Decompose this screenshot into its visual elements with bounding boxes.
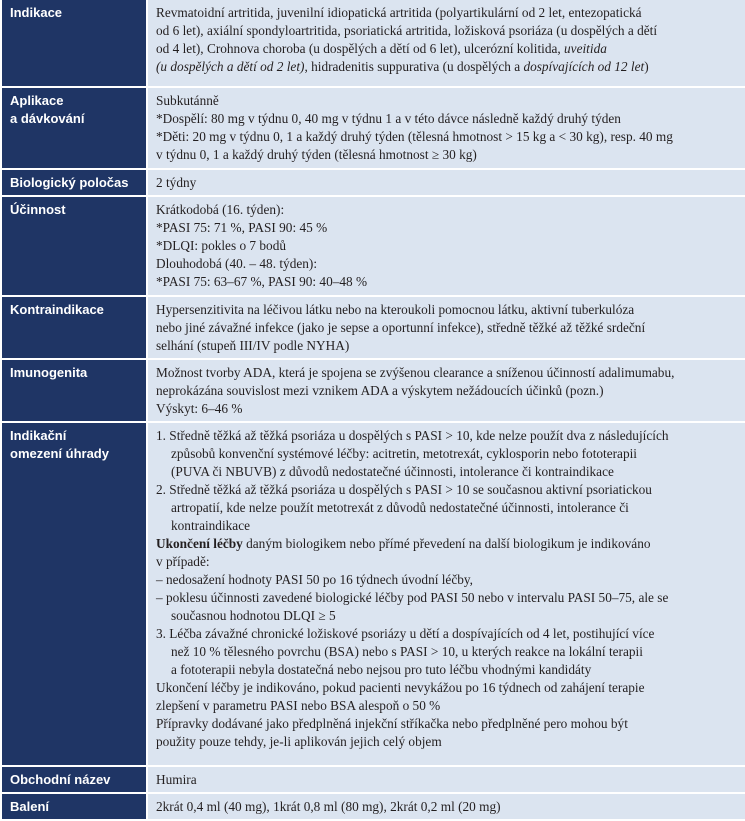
value-indikace [148,0,745,88]
indikace-hidradenitis: , hidradenitis suppurativa (u dospělých a [304,59,524,74]
indikace-line-3 [156,40,741,58]
indikace-line-4 [156,58,741,76]
kontraindikace-line-3: selhání (stupeň III/IV podle NYHA) [156,338,350,353]
row-omezeni-uhrady [2,423,745,767]
label-obchodni-nazev: Obchodní název [2,767,148,794]
aplikace-line-2: *Dospělí: 80 mg v týdnu 0, 40 mg v týdnu 1 a v této dávce následně každý druhý týden [156,111,621,126]
omezeni-ukonceni-bold: Ukončení léčby [156,536,243,551]
omezeni-tail-line-3: Přípravky dodávané jako předplněná injekční stříkačka nebo předplněné pero mohou být [156,716,628,731]
omezeni-item3-line-3: a fototerapii nebyla dostatečná nebo nejsou pro tuto léčbu vhodnými kandidáty [171,662,592,677]
aplikace-line-4: v týdnu 0, 1 a každý druhý týden (tělesná hmotnost ≥ 30 kg) [156,147,477,162]
omezeni-item2-line-3: kontraindikace [171,518,251,533]
omezeni-item2-line-2: artropatií, kde nelze použít metotrexát z důvodů nedostatečné účinnosti, intolerance či [171,500,629,515]
value-kontraindikace [148,297,745,360]
label-omezeni-1: Indikační [10,428,67,443]
indikace-uveitida: uveitida [564,41,607,56]
ucinnost-line-2: *PASI 75: 71 %, PASI 90: 45 % [156,220,328,235]
omezeni-tail-line-2: zlepšení v parametru PASI nebo BSA alespoň o 50 % [156,698,441,713]
value-aplikace [148,88,745,170]
omezeni-dash-1: – nedosažení hodnoty PASI 50 po 16 týdnech úvodní léčby, [156,572,473,587]
omezeni-tail-line-1: Ukončení léčby je indikováno, pokud pacienti nevykážou po 16 týdnech od zahájení terapie [156,680,645,695]
label-aplikace [2,88,148,170]
row-polocas [2,170,745,197]
aplikace-line-1: Subkutánně [156,93,219,108]
indikace-close: ) [644,59,649,74]
indikace-line-3-text: od 4 let), Crohnova choroba (u dospělých a dětí od 6 let), ulcerózní kolitida, [156,41,565,56]
row-aplikace [2,88,745,170]
label-baleni: Balení [2,794,148,821]
label-omezeni-2: omezení úhrady [10,446,109,461]
indikace-line-1: Revmatoidní artritida, juvenilní idiopatická artritida (polyartikulární od 2 let, entezopatická [156,5,642,20]
kontraindikace-line-2: nebo jiné závažné infekce (jako je sepse a oportunní infekce), středně těžké až těžké srdeční [156,320,646,335]
value-omezeni-uhrady [148,423,745,767]
omezeni-item3-line-2: než 10 % tělesného povrchu (BSA) nebo s PASI > 10, u kterých reakce na lokální terapii [171,644,643,659]
row-obchodni-nazev [2,767,745,794]
ucinnost-line-5: *PASI 75: 63–67 %, PASI 90: 40–48 % [156,274,368,289]
label-aplikace-1: Aplikace [10,93,64,108]
row-ucinnost [2,197,745,297]
value-obchodni-nazev: Humira [148,767,745,794]
omezeni-tail-line-4: použity pouze tehdy, je-li aplikován jejich celý objem [156,734,442,749]
row-indikace [2,0,745,88]
ucinnost-line-1: Krátkodobá (16. týden): [156,202,285,217]
aplikace-line-3: *Děti: 20 mg v týdnu 0, 1 a každý druhý týden (tělesná hmotnost > 15 kg a < 30 kg), resp. 40 mg [156,129,673,144]
omezeni-item1-line-2: způsobů konvenční systémové léčby: acitretin, metotrexát, cyklosporin nebo fototerapii [171,446,638,461]
label-indikace: Indikace [2,0,148,88]
row-imunogenita [2,360,745,423]
value-imunogenita [148,360,745,423]
ucinnost-line-4: Dlouhodobá (40. – 48. týden): [156,256,318,271]
imunogenita-line-1: Možnost tvorby ADA, která je spojena se zvýšenou clearance a sníženou účinností adalimumabu, [156,365,675,380]
value-polocas: 2 týdny [148,170,745,197]
omezeni-dash-2-line-1: – poklesu účinnosti zavedené biologické léčby pod PASI 50 nebo v intervalu PASI 50–75, ale se [156,590,669,605]
imunogenita-line-2: neprokázána souvislost mezi vznikem ADA a výskytem nežádoucích účinků (pozn.) [156,383,604,398]
omezeni-item1-line-1: 1. Středně těžká až těžká psoriáza u dospělých s PASI > 10, kde nelze použít dva z následujících [156,428,669,443]
omezeni-ukonceni-line [156,535,741,553]
value-ucinnost [148,197,745,297]
omezeni-item3-line-1: 3. Léčba závažné chronické ložiskové psoriázy u dětí a dospívajících od 4 let, postihující více [156,626,655,641]
kontraindikace-line-1: Hypersenzitivita na léčivou látku nebo na kteroukoli pomocnou látku, aktivní tuberkulóza [156,302,635,317]
imunogenita-line-3: Výskyt: 6–46 % [156,401,243,416]
label-aplikace-2: a dávkování [10,111,85,126]
label-kontraindikace: Kontraindikace [2,297,148,360]
row-baleni [2,794,745,821]
label-ucinnost: Účinnost [2,197,148,297]
row-kontraindikace [2,297,745,360]
label-polocas: Biologický poločas [2,170,148,197]
indikace-uveitida-age: (u dospělých a dětí od 2 let) [156,59,305,74]
ucinnost-line-3: *DLQI: pokles o 7 bodů [156,238,287,253]
omezeni-ukonceni-rest: daným biologikem nebo přímé převedení na další biologikum je indikováno [242,536,651,551]
omezeni-dash-2-line-2: současnou hodnotou DLQI ≥ 5 [171,608,336,623]
omezeni-item1-line-3: (PUVA či NBUVB) z důvodů nedostatečné účinnosti, intolerance či kontraindikace [171,464,614,479]
label-imunogenita: Imunogenita [2,360,148,423]
omezeni-item2-line-1: 2. Středně těžká až těžká psoriáza u dospělých s PASI > 10 se současnou aktivní psoriatickou [156,482,652,497]
indikace-dospivajicich: dospívajících od 12 let [523,59,645,74]
indikace-line-2: od 6 let), axiální spondyloartritida, psoriatická artritida, ložisková psoriáza (u dospělých a dětí [156,23,658,38]
value-baleni: 2krát 0,4 ml (40 mg), 1krát 0,8 ml (80 mg), 2krát 0,2 ml (20 mg) [148,794,745,821]
omezeni-v-pripade: v případě: [156,554,210,569]
label-omezeni-uhrady [2,423,148,767]
